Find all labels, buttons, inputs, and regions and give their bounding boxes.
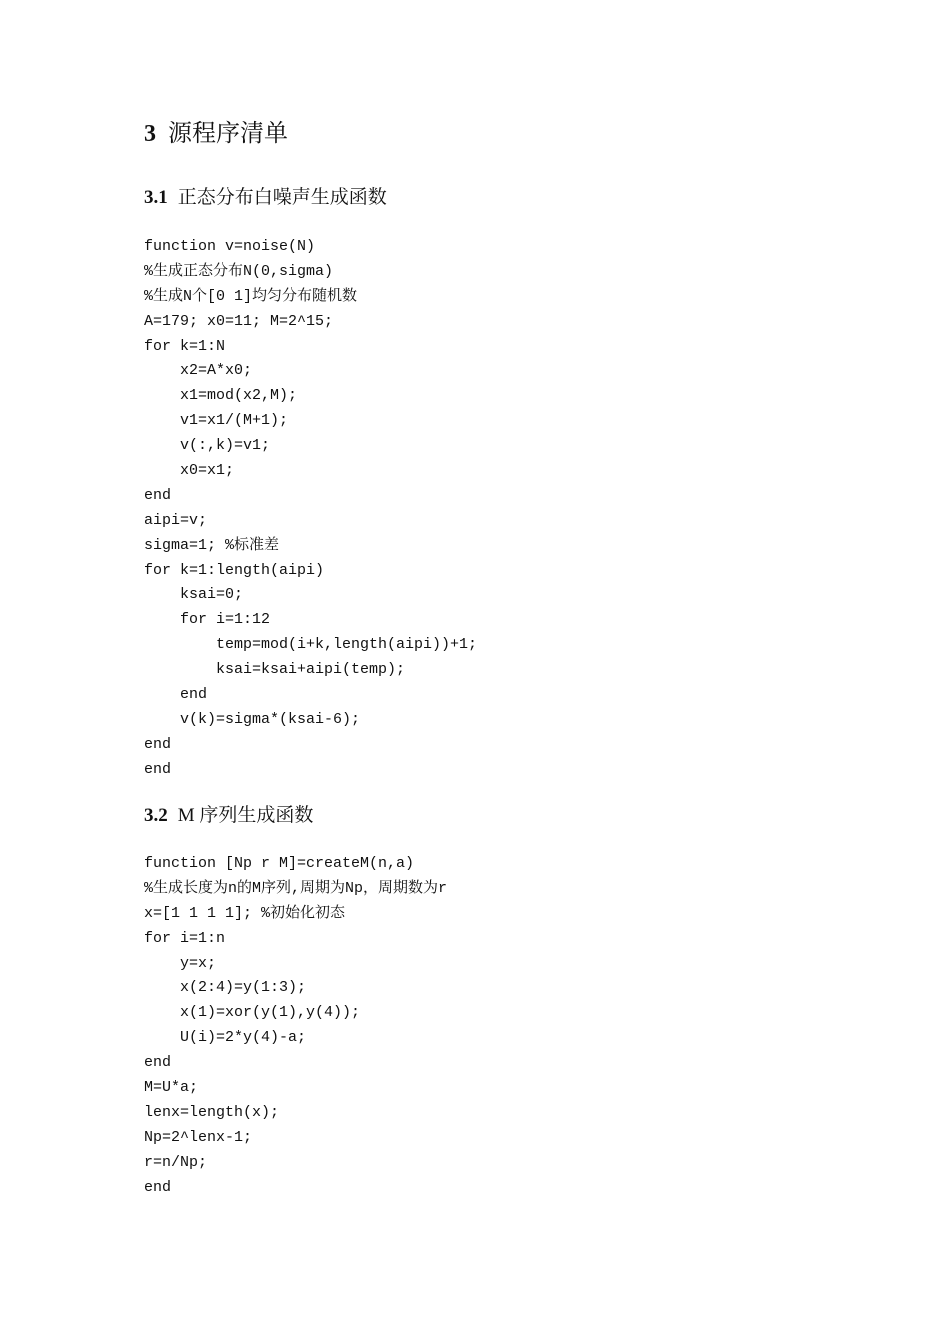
code-line: U(i)=2*y(4)-a; [144,1029,307,1047]
code-line: x=[1 1 1 1]; %初始化初态 [144,904,346,922]
section-heading-3-2 [144,804,313,828]
code-line: %生成正态分布N(0,sigma) [144,262,334,280]
chapter-heading [144,118,288,150]
code-line: %生成长度为n的M序列,周期为Np，周期数为r [144,879,448,897]
code-line: v(k)=sigma*(ksai-6); [144,710,361,728]
code-line: y=x; [144,954,217,972]
code-line: ksai=ksai+aipi(temp); [144,661,406,679]
code-listing-noise [144,235,477,783]
code-listing-createM [144,852,447,1200]
code-line: for k=1:N [144,337,226,355]
code-line: lenx=length(x); [144,1103,280,1121]
code-line: for i=1:12 [144,611,271,629]
chapter-number: 3 [144,121,156,147]
code-line: ksai=0; [144,586,244,604]
code-line: x1=mod(x2,M); [144,387,298,405]
section-number: 3.1 [144,187,168,208]
code-line: x(1)=xor(y(1),y(4)); [144,1004,361,1022]
section-title: 正态分布白噪声生成函数 [177,187,387,208]
code-line: end [144,1178,172,1196]
code-line: for i=1:n [144,929,226,947]
code-line: aipi=v; [144,511,208,529]
code-line: x(2:4)=y(1:3); [144,979,307,997]
code-line: Np=2^lenx-1; [144,1128,253,1146]
code-line: end [144,760,172,778]
code-line: end [144,735,172,753]
code-line: r=n/Np; [144,1153,208,1171]
section-heading-3-1 [144,186,387,210]
code-line: end [144,686,208,704]
code-line: %生成N个[0 1]均匀分布随机数 [144,287,358,305]
code-line: for k=1:length(aipi) [144,561,325,579]
chapter-title: 源程序清单 [168,121,288,147]
code-line: x0=x1; [144,462,235,480]
code-line: function v=noise(N) [144,238,316,255]
code-line: v(:,k)=v1; [144,437,271,455]
code-line: sigma=1; %标准差 [144,536,280,554]
code-line: A=179; x0=11; M=2^15; [144,312,334,330]
section-number: 3.2 [144,805,168,826]
code-line: temp=mod(i+k,length(aipi))+1; [144,636,478,654]
code-line: v1=x1/(M+1); [144,412,289,430]
code-line: end [144,486,172,504]
section-title: M 序列生成函数 [177,805,314,826]
code-line: x2=A*x0; [144,362,253,380]
code-line: M=U*a; [144,1079,199,1097]
code-line: function [Np r M]=createM(n,a) [144,855,415,872]
code-line: end [144,1054,172,1072]
